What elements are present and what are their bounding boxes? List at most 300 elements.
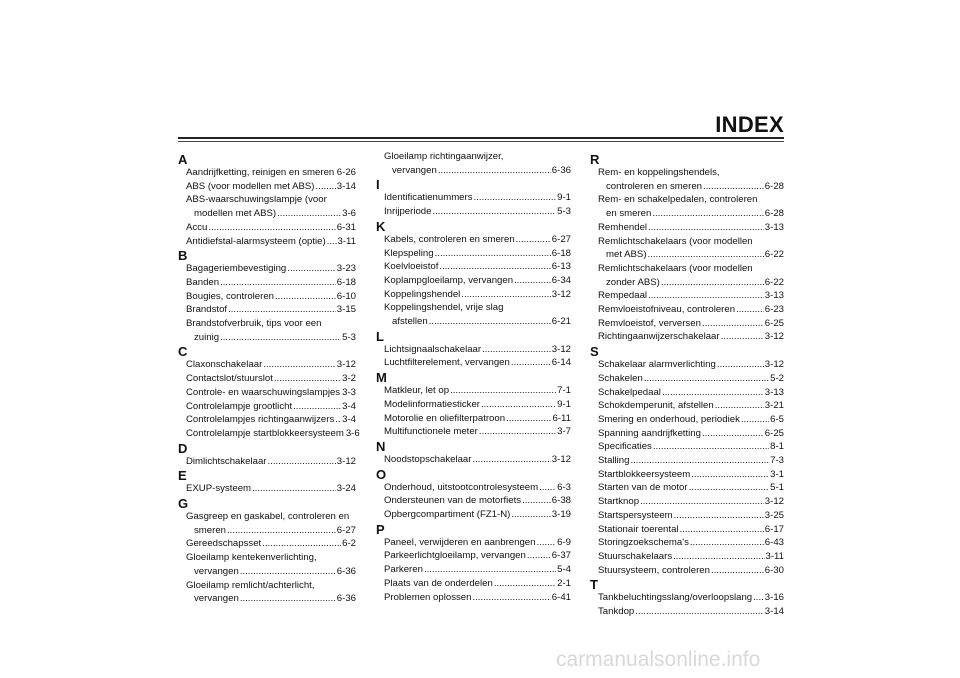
entry-text: Problemen oplossen (384, 591, 472, 603)
page-ref: 3-2 (342, 373, 356, 385)
page-ref: 3-11 (765, 550, 784, 562)
page-ref: 3-12 (551, 288, 571, 300)
entry-text: Contactslot/stuurslot (186, 373, 273, 385)
dot-leader (287, 262, 336, 276)
page-ref: 9-1 (557, 398, 571, 410)
index-entry (376, 591, 571, 605)
entry-text: Noodstopschakelaar (384, 453, 472, 465)
dot-leader (741, 413, 769, 427)
page-ref: 3-12 (764, 359, 784, 371)
index-column-3 (590, 152, 784, 619)
entry-text: Aandrijfketting, reinigen en smeren (186, 167, 335, 178)
index-letter: L (376, 328, 384, 344)
page-title: INDEX (715, 112, 784, 137)
entry-text: Rem- en schakelpedalen, controleren (598, 194, 758, 206)
entry-text: Brandstof (186, 304, 228, 316)
entry-text: Stuurschakelaars (598, 550, 673, 562)
page-ref: 9-1 (557, 192, 571, 204)
entry-text: Remlichtschakelaars (voor modellen (598, 235, 753, 247)
entry-text: Startspersysteem (598, 509, 673, 521)
page-ref: 3-19 (551, 509, 571, 521)
index-entry (376, 412, 571, 426)
dot-leader (472, 591, 550, 605)
index-letter: C (178, 344, 188, 360)
page-ref: 6-17 (764, 523, 784, 535)
page-ref: 6-13 (551, 261, 571, 273)
dot-leader (715, 399, 764, 413)
page-ref: 6-22 (764, 249, 784, 261)
index-entry (178, 427, 360, 441)
index-entry (376, 233, 571, 247)
index-entry (590, 372, 784, 386)
entry-text: Stationair toerental (598, 523, 679, 535)
entry-text: Schakelpedaal (598, 386, 661, 398)
dot-leader (673, 550, 764, 564)
page-ref: 3-1 (770, 468, 784, 480)
index-entry (178, 193, 356, 220)
index-entry (376, 549, 571, 563)
index-entry (376, 384, 571, 398)
index-entry (590, 262, 784, 289)
title-rule-thin (178, 141, 784, 142)
entry-text: Schakelen (598, 372, 643, 384)
index-entry (590, 427, 784, 441)
dot-leader (439, 260, 550, 274)
entry-text: Startknop (598, 496, 640, 508)
entry-text: Storingzoekschema's (598, 537, 689, 549)
index-entry (376, 398, 571, 412)
dot-leader (662, 386, 764, 400)
entry-text: Tankdop (598, 606, 635, 618)
index-entry (178, 290, 356, 304)
page-ref: 5-2 (770, 372, 784, 384)
dot-leader (640, 495, 764, 509)
index-column-2 (376, 150, 571, 604)
dot-leader (435, 247, 551, 261)
page-ref: 6-25 (764, 427, 784, 439)
dot-leader (479, 425, 556, 439)
dot-leader (711, 564, 764, 578)
entry-text: Gloeilamp remlicht/achterlicht, (186, 579, 315, 591)
dot-leader (721, 330, 764, 344)
dot-leader (514, 274, 551, 288)
index-entry (590, 440, 784, 454)
index-entry (590, 605, 784, 619)
index-letter: R (590, 152, 600, 167)
dot-leader (461, 288, 551, 302)
entry-text: Stalling (598, 455, 630, 467)
dot-leader (674, 509, 764, 523)
page-ref: 5-3 (557, 206, 571, 218)
entry-text: Ondersteunen van de motorfiets (384, 495, 522, 507)
dot-leader (277, 207, 341, 221)
page-ref: 5-1 (770, 482, 784, 494)
page-ref: 3-3 (342, 386, 356, 398)
dot-leader (262, 537, 341, 551)
dot-leader (220, 276, 336, 290)
dot-leader (438, 164, 551, 178)
entry-text: Koppelingshendel, vrije slag (384, 302, 504, 314)
index-entry (178, 358, 356, 372)
index-entry (590, 550, 784, 564)
index-entry (376, 425, 571, 439)
dot-leader (702, 317, 764, 331)
entry-text: Controlelampjes richtingaanwijzers (186, 414, 335, 426)
index-entry (178, 400, 356, 414)
index-letter: B (178, 248, 188, 264)
index-entry (590, 399, 784, 413)
page-ref: 6-38 (551, 495, 571, 507)
index-entry (590, 221, 784, 235)
entry-text: Accu (186, 221, 208, 233)
dot-leader (630, 454, 769, 468)
entry-text: Multifunctionele meter (384, 426, 478, 438)
entry-text: Controle- en waarschuwingslampjes (186, 386, 341, 398)
page-ref: 3-13 (764, 386, 784, 398)
index-entry (376, 247, 571, 261)
entry-text: Richtingaanwijzerschakelaar (598, 331, 720, 343)
page-ref: 6-27 (336, 524, 356, 536)
page-ref: 3-12 (764, 496, 784, 508)
entry-text: Smering en onderhoud, periodiek (598, 413, 740, 425)
dot-leader (539, 481, 556, 495)
entry-text: Specificaties (598, 441, 652, 453)
entry-text: Remvloeistof, verversen (598, 317, 701, 329)
dot-leader (661, 276, 764, 290)
index-entry (590, 413, 784, 427)
dot-leader (228, 303, 336, 317)
dot-leader (736, 303, 764, 317)
entry-text: Gereedschapsset (186, 538, 262, 550)
entry-text: Paneel, verwijderen en aanbrengen (384, 536, 536, 548)
dot-leader (482, 343, 551, 357)
entry-text: met ABS) (606, 249, 647, 261)
page-ref: 8-1 (770, 441, 784, 453)
dot-leader (494, 577, 556, 591)
entry-text: Gloeilamp richtingaanwijzer, (384, 151, 504, 162)
entry-text: Gasgreep en gaskabel, controleren en (186, 511, 350, 523)
page-ref: 3-25 (764, 509, 784, 521)
entry-text: zonder ABS) (606, 276, 660, 288)
entry-text: en smeren (606, 208, 652, 220)
page-ref: 6-23 (764, 304, 784, 316)
entry-text: Schokdemperunit, afstellen (598, 400, 714, 412)
page-ref: 6-25 (764, 317, 784, 329)
entry-text: Gloeilamp kentekenverlichting, (186, 552, 317, 564)
index-entry (590, 235, 784, 262)
index-column-1 (178, 152, 360, 606)
index-entry (376, 356, 571, 370)
page-ref: 6-27 (551, 233, 571, 245)
page-ref: 3-24 (336, 483, 356, 495)
index-letter: T (590, 577, 598, 593)
index-entry (178, 482, 356, 496)
dot-leader (690, 536, 764, 550)
entry-text: Claxonschakelaar (186, 359, 263, 371)
dot-leader (220, 331, 341, 345)
page-ref: 3-12 (764, 331, 784, 343)
entry-text: Startblokkeersysteem (598, 468, 691, 480)
dot-leader (522, 494, 551, 508)
entry-text: Lichtsignaalschakelaar (384, 343, 482, 355)
index-entry (590, 564, 784, 578)
index-letter: E (178, 468, 187, 484)
dot-leader (648, 248, 764, 262)
entry-text: Stuursysteem, controleren (598, 564, 710, 576)
dot-leader (424, 563, 556, 577)
dot-leader (474, 191, 557, 205)
entry-text: Controlelampje grootlicht (186, 400, 293, 412)
entry-text: Bougies, controleren (186, 290, 274, 302)
index-entry (178, 386, 356, 400)
dot-leader (511, 508, 550, 522)
dot-leader (511, 356, 551, 370)
index-entry (178, 372, 356, 386)
index-letter: P (376, 521, 385, 537)
index-entry (376, 274, 571, 288)
index-entry (178, 413, 356, 427)
index-letter: M (376, 370, 387, 386)
index-entry (376, 260, 571, 274)
page-ref: 6-2 (342, 538, 356, 550)
entry-text: Koppelingshendel (384, 288, 461, 300)
page-ref: 6-11 (552, 412, 571, 424)
page-ref: 6-5 (770, 413, 784, 425)
dot-leader (536, 536, 556, 550)
dot-leader (335, 413, 341, 427)
page-ref: 3-16 (764, 592, 784, 604)
index-entry (376, 343, 571, 357)
page-ref: 6-26 (336, 167, 356, 178)
page-ref: 7-3 (770, 455, 784, 467)
index-letter: S (590, 344, 599, 360)
entry-text: Onderhoud, uitstootcontrolesysteem (384, 481, 539, 493)
index-letter: D (178, 440, 188, 456)
entry-text: controleren en smeren (606, 180, 702, 192)
index-entry (590, 386, 784, 400)
dot-leader (327, 235, 337, 249)
page-ref: 6-34 (551, 274, 571, 286)
index-entry (590, 536, 784, 550)
index-entry (376, 191, 571, 205)
page-ref: 3-4 (342, 414, 356, 426)
index-entry (376, 301, 571, 328)
page-ref: 6-37 (551, 550, 571, 562)
index-entry (178, 262, 356, 276)
page-ref: 6-14 (551, 357, 571, 369)
index-entry (376, 288, 571, 302)
dot-leader (208, 221, 335, 235)
dot-leader (274, 372, 341, 386)
entry-text: vervangen (194, 593, 239, 605)
entry-text: afstellen (392, 316, 428, 328)
dot-leader (648, 221, 764, 235)
dot-leader (506, 412, 551, 426)
page-ref: 3-11 (337, 235, 356, 247)
entry-text: Plaats van de onderdelen (384, 577, 493, 589)
entry-text: Motorolie en oliefilterpatroon (384, 412, 506, 424)
dot-leader (527, 549, 551, 563)
dot-leader (753, 591, 764, 605)
index-entry (178, 180, 356, 194)
entry-text: Spanning aandrijfketting (598, 427, 701, 439)
index-entry (376, 577, 571, 591)
entry-text: vervangen (194, 565, 239, 577)
index-entry (590, 317, 784, 331)
index-entry (590, 591, 784, 605)
index-entry (590, 454, 784, 468)
entry-text: Antidiefstal-alarmsysteem (optie) (186, 235, 326, 247)
page-ref: 3-23 (336, 263, 356, 275)
dot-leader (653, 440, 769, 454)
index-entry (178, 276, 356, 290)
index-letter: A (178, 152, 188, 167)
index-entry (376, 150, 571, 177)
dot-leader (689, 481, 770, 495)
entry-text: Rem- en koppelingshendels, (598, 167, 720, 178)
entry-text: Dimlichtschakelaar (186, 455, 267, 467)
dot-leader (702, 427, 764, 441)
entry-text: Matkleur, let op (384, 385, 450, 397)
dot-leader (293, 400, 341, 414)
page-ref: 6-36 (336, 565, 356, 577)
dot-leader (316, 180, 336, 194)
dot-leader (450, 384, 556, 398)
index-letter: I (376, 177, 380, 193)
dot-leader (516, 233, 551, 247)
entry-text: Inrijperiode (384, 206, 432, 218)
index-entry (178, 510, 356, 537)
entry-text: Modelinformatiesticker (384, 398, 480, 410)
entry-text: zuinig (194, 331, 220, 343)
entry-text: Remvloeistofniveau, controleren (598, 304, 736, 316)
index-letter: N (376, 438, 386, 454)
index-entry (178, 455, 356, 469)
index-entry (376, 494, 571, 508)
page-ref: 3-13 (764, 221, 784, 233)
page-ref: 3-12 (336, 455, 356, 467)
index-entry (590, 330, 784, 344)
index-entry (178, 317, 356, 344)
entry-text: Parkeren (384, 564, 423, 576)
index-entry (376, 205, 571, 219)
dot-leader (472, 453, 550, 467)
entry-text: Brandstofverbruik, tips voor een (186, 318, 322, 330)
dot-leader (481, 398, 556, 412)
entry-text: Tankbeluchtingsslang/overloopslang (598, 592, 753, 604)
index-entry (376, 536, 571, 550)
title-rule (178, 137, 784, 139)
index-entry (178, 166, 356, 180)
page-ref: 3-6 (342, 208, 356, 220)
index-entry (178, 537, 356, 551)
page-ref: 3-14 (336, 180, 356, 192)
entry-text: Controlelampje startblokkeersysteem (186, 427, 344, 439)
page-ref: 7-1 (557, 385, 571, 397)
index-entry (178, 221, 356, 235)
index-letter: G (178, 496, 189, 512)
entry-text: Rempedaal (598, 290, 648, 302)
page-ref: 6-18 (336, 276, 356, 288)
page-ref: 3-12 (336, 359, 356, 371)
page-ref: 3-21 (764, 400, 784, 412)
entry-text: Starten van de motor (598, 482, 688, 494)
page-ref: 3-7 (557, 426, 571, 438)
entry-text: Luchtfilterelement, vervangen (384, 357, 510, 369)
entry-text: Parkeerlichtgloeilamp, vervangen (384, 550, 526, 562)
dot-leader (227, 524, 336, 538)
index-entry (590, 523, 784, 537)
index-entry (590, 358, 784, 372)
entry-text: Koelvloeistof (384, 261, 439, 273)
entry-text: ABS-waarschuwingslampje (voor (186, 194, 327, 206)
page-ref: 3-14 (764, 606, 784, 618)
page-ref: 3-6 (345, 427, 360, 439)
entry-text: Identificatienummers (384, 192, 473, 204)
page-ref: 3-15 (336, 304, 356, 316)
watermark: carmanualsonline.info (556, 648, 761, 671)
dot-leader (648, 289, 764, 303)
entry-text: Bagageriembevestiging (186, 263, 287, 275)
index-entry (178, 235, 356, 249)
entry-text: vervangen (392, 164, 437, 176)
index-entry (590, 289, 784, 303)
index-entry (590, 509, 784, 523)
entry-text: ABS (voor modellen met ABS) (186, 180, 315, 192)
entry-text: Opbergcompartiment (FZ1-N) (384, 509, 511, 521)
page-ref: 6-43 (764, 537, 784, 549)
dot-leader (240, 592, 336, 606)
page-ref: 6-21 (551, 316, 571, 328)
dot-leader (680, 523, 764, 537)
entry-text: smeren (194, 524, 226, 536)
index-entry (376, 508, 571, 522)
index-entry (178, 303, 356, 317)
index-entry (590, 481, 784, 495)
dot-leader (635, 605, 764, 619)
page-ref: 3-13 (764, 290, 784, 302)
entry-text: Kabels, controleren en smeren (384, 233, 515, 245)
index-letter: O (376, 466, 387, 482)
dot-leader (335, 166, 336, 180)
dot-leader (429, 315, 551, 329)
entry-text: Klepspeling (384, 247, 434, 259)
index-entry (590, 166, 784, 193)
index-entry (590, 303, 784, 317)
page-ref: 3-12 (551, 453, 571, 465)
page-ref: 2-1 (557, 577, 571, 589)
page-ref: 6-30 (764, 564, 784, 576)
dot-leader (644, 372, 769, 386)
page-ref: 6-31 (336, 221, 356, 233)
index-entry (590, 468, 784, 482)
entry-text: EXUP-systeem (186, 483, 252, 495)
index-letter: K (376, 218, 386, 234)
entry-text: Remlichtschakelaars (voor modellen (598, 262, 753, 274)
index-entry (376, 563, 571, 577)
page-ref: 6-22 (764, 276, 784, 288)
index-entry (178, 579, 356, 606)
page-ref: 6-18 (551, 247, 571, 259)
entry-text: Remhendel (598, 221, 648, 233)
page-ref: 6-36 (551, 164, 571, 176)
dot-leader (703, 180, 764, 194)
dot-leader (263, 358, 336, 372)
page-ref: 6-36 (336, 593, 356, 605)
page-ref: 5-4 (557, 564, 571, 576)
entry-text: Schakelaar alarmverlichting (598, 359, 716, 371)
index-entry (590, 193, 784, 220)
